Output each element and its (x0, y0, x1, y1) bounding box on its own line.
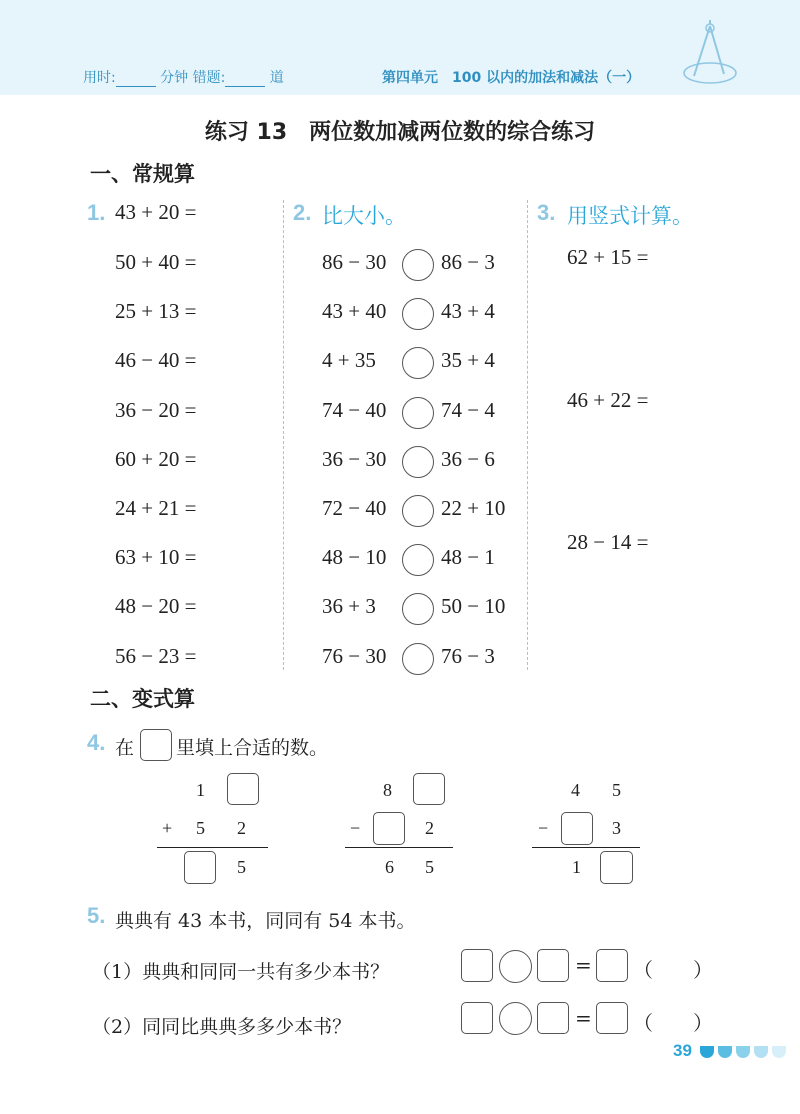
minutes-label: 分钟 (160, 70, 189, 86)
compare-circle[interactable] (402, 249, 434, 281)
q5-2-operator-circle[interactable] (499, 1002, 532, 1035)
q2-right-expr: 76 − 3 (441, 643, 495, 668)
p3-sum-line (532, 847, 640, 848)
compare-circle[interactable] (402, 446, 434, 478)
q1-item: 48 − 20 = (115, 594, 197, 619)
p3-top-digit-2: 5 (612, 780, 621, 800)
section-heading-2: 二、变式算 (90, 687, 195, 711)
p3-operator: − (538, 818, 549, 838)
q5-2-operand-box-2[interactable] (537, 1002, 569, 1034)
q4-number: 4. (87, 730, 106, 755)
compare-circle[interactable] (402, 347, 434, 379)
page-dot-icon (754, 1046, 768, 1058)
time-blank[interactable] (116, 72, 156, 87)
p2-answer-box-mid[interactable] (373, 812, 405, 845)
q3-item: 62 + 15 = (567, 245, 649, 269)
column-divider (527, 200, 528, 670)
q1-item: 24 + 21 = (115, 496, 197, 520)
q2-right-expr: 36 − 6 (441, 446, 495, 471)
compare-circle[interactable] (402, 593, 434, 625)
q2-left-expr: 4 + 35 (322, 348, 376, 373)
errors-blank[interactable] (225, 72, 265, 87)
q2-right-expr: 48 − 1 (441, 545, 495, 570)
p1-top-digit: 1 (196, 780, 205, 800)
header-scallop-edge (0, 86, 800, 102)
unit-title: 第四单元 100 以内的加法和减法（一） (382, 70, 641, 86)
section-heading-1: 一、常规算 (90, 162, 195, 186)
p1-sum-line (157, 847, 268, 848)
q1-item: 25 + 13 = (115, 299, 197, 324)
q2-right-expr: 22 + 10 (441, 496, 506, 520)
page-dot-icon (718, 1046, 732, 1058)
q1-item: 50 + 40 = (115, 250, 197, 274)
p1-operator: + (162, 818, 173, 838)
q2-left-expr: 74 − 40 (322, 397, 387, 422)
p1-bottom-digit: 5 (237, 857, 246, 877)
page-title: 练习 13 两位数加减两位数的综合练习 (204, 120, 596, 145)
q5-sub1: （1）典典和同同一共有多少本书？ (92, 961, 390, 983)
compare-circle[interactable] (402, 298, 434, 330)
time-field (83, 67, 284, 87)
column-divider (283, 200, 284, 670)
q2-right-expr: 43 + 4 (441, 299, 495, 324)
p2-mid-digit-2: 2 (425, 818, 434, 838)
q2-left-expr: 72 − 40 (322, 496, 387, 520)
p3-mid-digit-2: 3 (612, 818, 621, 838)
q1-item: 56 − 23 = (115, 643, 197, 668)
q3-item: 28 − 14 = (567, 530, 649, 554)
q2-heading: 比大小。 (322, 204, 406, 228)
time-label: 用时: (83, 70, 116, 86)
page-dot-icon (736, 1046, 750, 1058)
page-dot-icon (700, 1046, 714, 1058)
page-dot-icon (772, 1046, 786, 1058)
q1-item: 36 − 20 = (115, 397, 197, 422)
q5-2-unit-paren[interactable]: （ ） (633, 1011, 713, 1035)
q5-1-operand-box-1[interactable] (461, 949, 493, 982)
p1-mid-digit-1: 5 (196, 818, 205, 838)
q1-item: 46 − 40 = (115, 348, 197, 373)
p2-bottom-digit-2: 5 (425, 857, 434, 877)
q4-heading-pre: 在 (115, 737, 135, 759)
p2-bottom-digit-1: 6 (385, 857, 394, 877)
q5-sub2: （2）同同比典典多多少本书？ (92, 1016, 352, 1038)
q2-right-expr: 35 + 4 (441, 348, 495, 373)
q1-item: 63 + 10 = (115, 545, 197, 570)
q5-2-result-box[interactable] (596, 1002, 628, 1034)
q5-1-operator-circle[interactable] (499, 950, 532, 983)
q1-item: 60 + 20 = (115, 446, 197, 471)
q5-1-equals: = (575, 953, 592, 977)
p3-top-digit-1: 4 (571, 780, 580, 800)
compare-circle[interactable] (402, 643, 434, 675)
q5-2-operand-box-1[interactable] (461, 1002, 493, 1034)
q4-heading-post: 里填上合适的数。 (176, 737, 329, 759)
p3-answer-box-mid[interactable] (561, 812, 593, 845)
q1-item: 43 + 20 = (115, 200, 197, 224)
q2-right-expr: 74 − 4 (441, 397, 495, 422)
q2-right-expr: 86 − 3 (441, 250, 495, 274)
q2-left-expr: 36 − 30 (322, 446, 387, 471)
p2-sum-line (345, 847, 453, 848)
p1-answer-box-bottom[interactable] (184, 851, 216, 884)
errors-label: 错题: (192, 70, 226, 86)
q5-1-result-box[interactable] (596, 949, 628, 982)
q3-item: 46 + 22 = (567, 388, 649, 412)
p2-answer-box-top[interactable] (413, 773, 445, 805)
p3-bottom-digit-1: 1 (572, 857, 581, 877)
p2-operator: − (350, 818, 361, 838)
compare-circle[interactable] (402, 495, 434, 527)
compare-circle[interactable] (402, 397, 434, 429)
p2-top-digit: 8 (383, 780, 392, 800)
q5-1-unit-paren[interactable]: （ ） (633, 958, 713, 982)
q5-number: 5. (87, 903, 106, 928)
q2-right-expr: 50 − 10 (441, 594, 506, 619)
q2-left-expr: 36 + 3 (322, 594, 376, 619)
q2-left-expr: 76 − 30 (322, 643, 387, 668)
questions-label: 道 (269, 70, 284, 86)
q3-number: 3. (537, 200, 556, 225)
q2-left-expr: 86 − 30 (322, 250, 387, 274)
compare-circle[interactable] (402, 544, 434, 576)
q2-left-expr: 48 − 10 (322, 545, 387, 570)
sample-box (140, 729, 172, 761)
p1-answer-box-top[interactable] (227, 773, 259, 805)
q3-heading: 用竖式计算。 (567, 204, 693, 228)
q5-heading: 典典有 43 本书，同同有 54 本书。 (115, 910, 416, 932)
p3-answer-box-bottom[interactable] (600, 851, 633, 884)
p1-mid-digit-2: 2 (237, 818, 246, 838)
compass-icon (680, 18, 740, 88)
q2-left-expr: 43 + 40 (322, 299, 387, 324)
q5-1-operand-box-2[interactable] (537, 949, 569, 982)
page-number: 39 (673, 1041, 692, 1060)
q5-2-equals: = (575, 1006, 592, 1030)
q2-number: 2. (293, 200, 312, 225)
q1-number: 1. (87, 200, 106, 225)
